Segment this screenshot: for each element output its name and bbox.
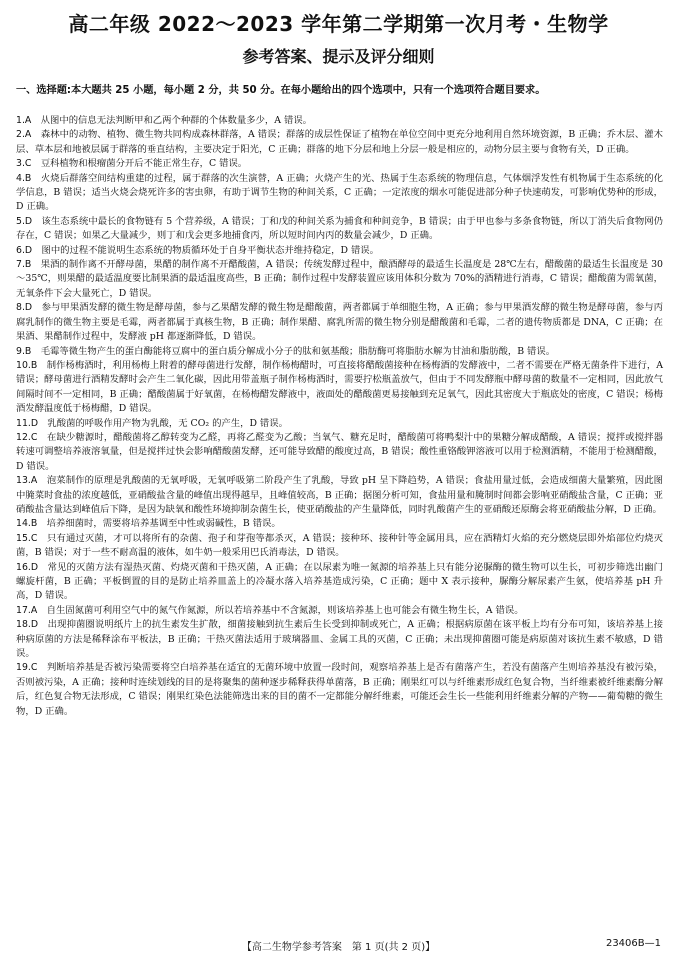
answer-number: 19.C — [16, 662, 38, 674]
answer-list — [16, 114, 663, 719]
answer-number: 8.D — [16, 302, 33, 314]
answer-text: 豆科植物和根瘤菌分开后不能正常生存，C 错误。 — [40, 158, 248, 170]
answer-item — [16, 345, 663, 359]
answer-item — [16, 618, 663, 661]
answer-number: 5.D — [16, 215, 33, 227]
section-heading: 一、选择题:本大题共 25 小题，每小题 2 分，共 50 分。在每小题给出的四个选项中，只有一个选项符合题目要求。 — [16, 85, 546, 96]
answer-number: 16.D — [16, 561, 39, 573]
page-title: 高二年级 2022～2023 学年第二学期第一次月考・生物学 — [68, 12, 609, 36]
answer-number: 2.A — [16, 129, 32, 141]
answer-number: 14.B — [16, 518, 38, 530]
answer-text: 果酒的制作离不开酵母菌，果醋的制作离不开醋酸菌，A 错误；传统发酵过程中，酿酒酵母的最适生长温度是 28℃左右，醋酸菌的最适生长温度是 30～35℃，则果醋的最适温度要比制果酒的最适温度高些，B 正确；制作过程中发酵装置应该用体积分数为 70%的酒精进行消毒，C 错误；醋酸菌为需氧菌，无氧条件下会大量死亡，D 错误。 — [16, 259, 663, 299]
answer-text: 该生态系统中最长的食物链有 5 个营养级，A 错误；丁和戊的种间关系为捕食和种间竞争，B 错误；由于甲也参与多条食物链，所以丁消失后食物网仍存在，C 错误；如果乙大量减少，则丁和戊会更多地捕食丙，所以短时间内丙的数量会减少，D 正确。 — [16, 215, 663, 242]
answer-item — [16, 215, 663, 244]
answer-text: 火烧后群落空间结构重建的过程，属于群落的次生演替，A 正确；火烧产生的光、热属于生态系统的物理信息，气体烟浮发性有机物属于生态系统的化学信息，B 错误；适当火烧会烧死许多的害虫卵，有助于调节生物的种间关系，C 正确；一定浓度的烟水可能促进部分种子快速萌发，可影响优势种的形成，D 正确。 — [16, 172, 663, 213]
answer-item — [16, 604, 663, 618]
answer-number: 10.B — [16, 359, 38, 371]
answer-number: 9.B — [16, 345, 32, 357]
answer-text: 图中的过程不能说明生态系统的物质循环处于自身平衡状态并维持稳定，D 错误。 — [41, 244, 379, 256]
answer-text: 森林中的动物、植物、微生物共同构成森林群落，A 错误；群落的成层性保证了植物在单位空间中更充分地利用自然环境资源，B 正确；乔木层、灌木层、草本层和地被层属于群落的垂直结构，主要决定于阳光，C 正确；群落的地下分层和地上分层一般是相应的，动物分层主要与食物有关，D 正确。 — [16, 129, 663, 155]
answer-text: 毛霉等微生物产生的蛋白酶能将豆腐中的蛋白质分解成小分子的肽和氨基酸；脂肪酶可将脂肪水解为甘油和脂肪酸，B 错误。 — [40, 345, 556, 357]
answer-text: 泡菜制作的原理是乳酸菌的无氧呼吸，无氧呼吸第二阶段产生了乳酸，导致 pH 呈下降趋势，A 错误；食盐用量过低，会造成细菌大量繁殖，因此图中腌菜时食盐的浓度越低，亚硝酸盐含量的峰值出现得越早，且峰值较高，B 正确；据图分析可知，食盐用量和腌制时间都会影响亚硝酸盐含量，C 正确；亚硝酸盐含量达到峰值后下降，是因为缺氧和酸性环境抑制杂菌生长，使亚硝酸盐的产生量降低，同时乳酸菌产生的亚硝酸还原酶会将亚硝酸盐分解，D 正确。 — [16, 475, 663, 515]
page-subtitle: 参考答案、提示及评分细则 — [242, 47, 435, 66]
answer-number: 13.A — [16, 475, 38, 487]
answer-item — [16, 517, 663, 531]
answer-text: 常见的灭菌方法有湿热灭菌、灼烧灭菌和干热灭菌，A 正确；在以尿素为唯一氮源的培养基上只有能分泌脲酶的微生物可以生长，可初步筛选出幽门螺旋杆菌，B 正确；平板倒置的目的是防止培养皿盖上的冷凝水落入培养基造成污染，C 正确；题中 X 表示接种，脲酶分解尿素产生氨，使培养基 pH 升高，D 错误。 — [16, 561, 663, 602]
answer-number: 12.C — [16, 431, 38, 443]
answer-text: 制作杨梅酒时，利用杨梅上附着的酵母菌进行发酵，制作杨梅醋时，可直接将醋酸菌接种在杨梅酒的发酵液中，二者不需要在严格无菌条件下进行，A 错误；酵母菌进行酒精发酵时会产生二氧化碳，因此用带盖瓶子制作杨梅酒时，需要拧松瓶盖放气，但由于不同发酵瓶中酵母菌的数量不一定相同，因此放气间隔时间不一定相同，B 正确；醋酸菌属于好氧菌，在杨梅醋发酵液中，液面处的醋酸菌更易接触到充足氧气，因此其密度大于瓶底处的密度，C 错误；杨梅酒发酵温度低于杨梅醋，D 错误。 — [16, 359, 663, 415]
answer-number: 3.C — [16, 158, 32, 170]
answer-text: 只有通过灭菌，才可以将所有的杂菌、孢子和芽孢等都杀灭，A 错误；接种环、接种针等金属用具，应在酒精灯火焰的充分燃烧层即外焰部位灼烧灭菌，B 错误；对于一些不耐高温的液体，如牛奶一般采用巴氏消毒法，D 错误。 — [16, 532, 663, 559]
answer-item — [16, 359, 663, 417]
answer-text: 自生固氮菌可利用空气中的氮气作氮源，所以若培养基中不含氮源，则该培养基上也可能会有微生物生长，A 错误。 — [46, 604, 524, 616]
answer-text: 乳酸菌的呼吸作用产物为乳酸，无 CO₂ 的产生，D 错误。 — [47, 417, 288, 429]
answer-item — [16, 561, 663, 604]
footer-text: 【高二生物学参考答案 第 1 页(共 2 页)】 — [241, 942, 436, 953]
answer-number: 11.D — [16, 417, 39, 429]
answer-number: 17.A — [16, 604, 38, 616]
answer-item — [16, 532, 663, 561]
page-footer — [0, 938, 677, 953]
answer-number: 6.D — [16, 244, 33, 256]
answer-number: 15.C — [16, 532, 38, 544]
answer-text: 判断培养基是否被污染需要将空白培养基在适宜的无菌环境中放置一段时间，观察培养基上是否有菌落产生，若没有菌落产生则培养基没有被污染，否则被污染，A 正确；接种时连续划线的目的是将聚集的菌种逐步稀释获得单菌落，B 正确；刚果红可以与纤维素形成红色复合物，当纤维素被纤维素酶分解后，红色复合物无法形成，C 错误；刚果红染色法能筛选出来的目的菌不一定都能分解纤维素，可能还会生长一些能利用纤维素分解的产物——葡萄糖的微生物，D 正确。 — [16, 662, 663, 717]
answer-text: 从图中的信息无法判断甲和乙两个种群的个体数量多少，A 错误。 — [40, 115, 313, 126]
answer-number: 7.B — [16, 259, 32, 271]
answer-item — [16, 661, 663, 719]
answer-item — [16, 172, 663, 215]
answer-item — [16, 258, 663, 301]
answer-text: 出现抑菌圈说明纸片上的抗生素发生扩散，细菌接触到抗生素后生长受到抑制或死亡，A 正确；根据病原菌在该平板上均有分布可知，该培养基上接种病原菌的方法是稀释涂布平板法，B 正确；干热灭菌法适用于玻璃器皿、金属工具的灭菌，C 正确；未出现抑菌圈可能是病原菌对该抗生素不敏感，D 错误。 — [16, 619, 663, 660]
answer-item — [16, 474, 663, 517]
answer-item — [16, 431, 663, 474]
answer-text: 参与甲果酒发酵的微生物是酵母菌，参与乙果醋发酵的微生物是醋酸菌，两者都属于单细胞生物，A 正确；参与甲果酒发酵的微生物是酵母菌，参与丙腐乳制作的微生物主要是毛霉，两者都属于真核生物，B 正确；制作果醋、腐乳所需的微生物分别是醋酸菌和毛霉，二者的遗传物质都是 DNA，C 正确；在果酒、果醋制作过程中，发酵液 pH 都逐渐降低，D 错误。 — [16, 302, 663, 343]
answer-item — [16, 301, 663, 344]
answer-item — [16, 128, 663, 157]
answer-item — [16, 244, 663, 258]
answer-item — [16, 114, 663, 128]
answer-item — [16, 417, 663, 431]
answer-number: 4.B — [16, 172, 32, 184]
answer-number: 18.D — [16, 619, 39, 631]
answer-text: 培养细菌时，需要将培养基调至中性或弱碱性，B 错误。 — [46, 518, 281, 530]
document-code: 23406B—1 — [605, 938, 661, 949]
answer-item — [16, 157, 663, 171]
answer-text: 在缺少糖源时，醋酸菌将乙醇转变为乙醛，再将乙醛变为乙酸；当氧气、糖充足时，醋酸菌可将鸭梨汁中的果糖分解成醋酸，A 错误；搅拌或搅拌器转速可调整培养液溶氧量，但是搅拌过快会影响醋酸菌发酵，还可能导致醋的酸度过高，B 错误；酸性重铬酸钾溶液可以用于检测酒精，不能用于检测醋酸，D 错误。 — [16, 431, 663, 472]
answer-number: 1.A — [16, 115, 32, 126]
